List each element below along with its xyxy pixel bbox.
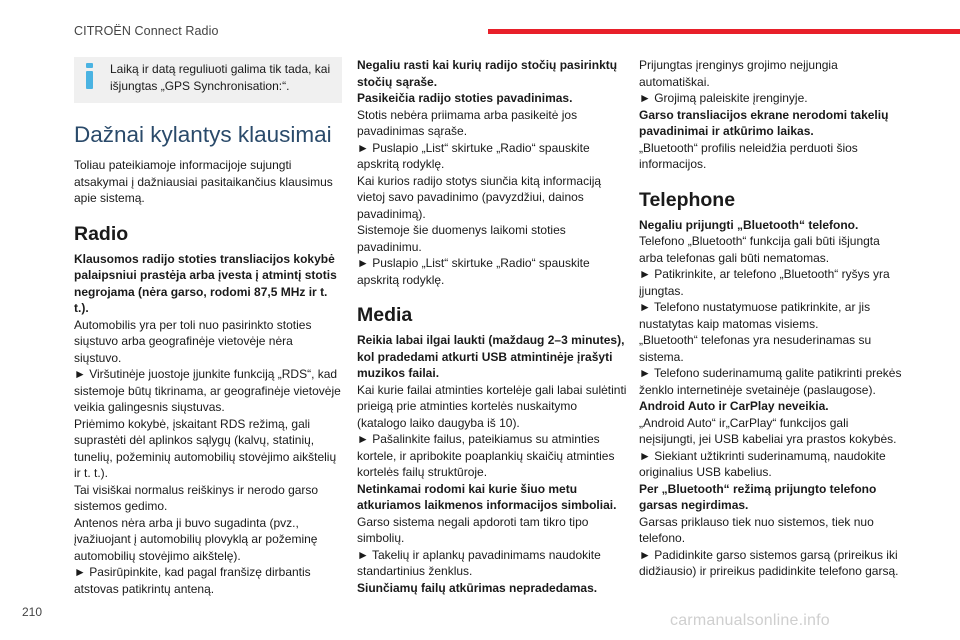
answer-text: ► Viršutinėje juostoje įjunkite funkciją „RDS“, kad sistemoje būtų tikrinama, ar geografinėje vietovėje veikia galingesnis siųstuvas.: [74, 367, 341, 414]
answer-text: ► Telefono suderinamumą galite patikrinti prekės ženklo internetinėje svetainėje (paslaugose).: [639, 366, 902, 397]
media-heading: Media: [357, 304, 413, 326]
answer-text: ► Grojimą paleiskite įrenginyje.: [639, 91, 808, 105]
faq-heading: Dažnai kylantys klausimai: [74, 122, 332, 147]
answer-text: Garso sistema negali apdoroti tam tikro tipo simbolių.: [357, 514, 589, 545]
answer-text: „Android Auto“ ir„CarPlay“ funkcijos gali neįsijungti, jei USB kabeliai yra prastos kokybės.: [639, 415, 897, 446]
telephone-heading: Telephone: [639, 188, 736, 211]
question-text: Pasikeičia radijo stoties pavadinimas.: [357, 91, 573, 105]
question-text: Siunčiamų failų atkūrimas nepradedamas.: [357, 580, 598, 595]
question-text: Garso transliacijos ekrane nerodomi takelių pavadinimai ir atkūrimo laikas.: [639, 107, 889, 138]
answer-text: ► Puslapio „List“ skirtuke „Radio“ spauskite apskritą rodyklę.: [357, 256, 590, 287]
question-text: Android Auto ir CarPlay neveikia.: [639, 399, 829, 413]
answer-text: ► Pasirūpinkite, kad pagal franšizę dirbantis atstovas patikrintų anteną.: [74, 565, 311, 596]
radio-items: [74, 251, 342, 598]
answer-text: Stotis nebėra priimama arba pasikeitė jos pavadinimas sąraše.: [357, 107, 578, 138]
media-items: [357, 332, 627, 596]
answer-text: Automobilis yra per toli nuo pasirinkto stoties siųstuvo arba geografinėje vietovėje nėra siųstuvo.: [74, 317, 312, 365]
faq-intro: Toliau pateikiamoje informacijoje sujungti atsakymai į dažniausiai pasitaikančius klausimus apie sistemą.: [74, 158, 333, 205]
answer-text: ► Patikrinkite, ar telefono „Bluetooth“ ryšys yra įjungtas.: [639, 267, 890, 298]
info-box: [74, 57, 342, 103]
question-text: Negaliu rasti kai kurių radijo stočių pasirinktų stočių sąraše.: [357, 58, 618, 89]
answer-text: Priėmimo kokybė, įskaitant RDS režimą, gali suprastėti dėl aplinkos sąlygų (kalvų, statinių, tunelių, požeminių automobilių stovėjimo aikštelių ir t. t.).: [74, 416, 337, 480]
answer-text: Kai kurios radijo stotys siunčia kitą informaciją vietoj savo pavadinimo (pavyzdžiui, dainos pavadinimą).: [357, 173, 602, 221]
question-text: Per „Bluetooth“ režimą prijungto telefono garsas negirdimas.: [639, 481, 877, 512]
answer-text: Sistemoje šie duomenys laikomi stoties pavadinimu.: [357, 223, 566, 254]
question-text: Klausomos radijo stoties transliacijos kokybė palaipsniui prastėja arba įvesta į atmintį stotis negrojama (nėra garso, rodomi 87,5 MHz ir t. t.).: [74, 251, 337, 315]
question-text: Reikia labai ilgai laukti (maždaug 2–3 minutes), kol pradedami atkurti USB atmintinėje įrašyti muzikos failai.: [357, 333, 625, 380]
page-number: 210: [22, 605, 43, 619]
answer-text: Tai visiškai normalus reiškinys ir nerodo garso sistemos gedimo.: [74, 482, 319, 513]
answer-text: ► Telefono nustatymuose patikrinkite, ar jis nustatytas kaip matomas visiems.: [639, 300, 871, 331]
answer-text: Prijungtas įrenginys grojimo neįjungia automatiškai.: [639, 58, 838, 89]
radio-heading: Radio: [74, 222, 129, 245]
info-icon: [86, 63, 93, 89]
column-2: [357, 57, 627, 596]
question-text: Netinkamai rodomi kai kurie šiuo metu atkuriamos laikmenos informacijos simboliai.: [357, 481, 617, 512]
question-text: Negaliu prijungti „Bluetooth“ telefono.: [639, 217, 859, 232]
radio-items-continued: [357, 57, 627, 288]
answer-text: Kai kurie failai atminties kortelėje gali labai sulėtinti prieigą prie atminties kortelės nuskaitymo (katalogo laiko daugyba iš 10).: [357, 382, 627, 430]
answer-text: „Bluetooth“ telefonas yra nesuderinamas su sistema.: [639, 333, 872, 364]
media-items-continued: [639, 57, 905, 173]
answer-text: ► Pašalinkite failus, pateikiamus su atminties kortele, ir apribokite poaplankių skaičių atminties kortelės failų struktūroje.: [357, 432, 615, 479]
column-3: [639, 57, 905, 580]
header-accent-bar: [488, 29, 960, 34]
answer-text: ► Padidinkite garso sistemos garsą (prireikus iki didžiausio) ir prireikus padidinkite telefono garsą.: [639, 547, 899, 578]
answer-text: „Bluetooth“ profilis neleidžia perduoti šios informacijos.: [639, 140, 858, 171]
answer-text: ► Puslapio „List“ skirtuke „Radio“ spauskite apskritą rodyklę.: [357, 140, 590, 171]
answer-text: Telefono „Bluetooth“ funkcija gali būti išjungta arba telefonas gali būti nematomas.: [639, 234, 880, 265]
answer-text: Garsas priklauso tiek nuo sistemos, tiek nuo telefono.: [639, 514, 874, 545]
watermark: carmanualsonline.info: [670, 612, 830, 629]
telephone-items: [639, 217, 905, 580]
column-1: [74, 57, 342, 597]
answer-text: Antenos nėra arba ji buvo sugadinta (pvz., įvažiuojant į automobilių plovyklą ar požeminę automobilių stovėjimo aikštelę).: [74, 515, 318, 563]
info-text: Laiką ir datą reguliuoti galima tik tada, kai išjungtas „GPS Synchronisation:“.: [110, 62, 331, 93]
document-header-title: CITROËN Connect Radio: [74, 24, 219, 38]
answer-text: ► Takelių ir aplankų pavadinimams naudokite standartinius ženklus.: [357, 547, 601, 578]
answer-text: ► Siekiant užtikrinti suderinamumą, naudokite originalius USB kabelius.: [639, 448, 886, 479]
